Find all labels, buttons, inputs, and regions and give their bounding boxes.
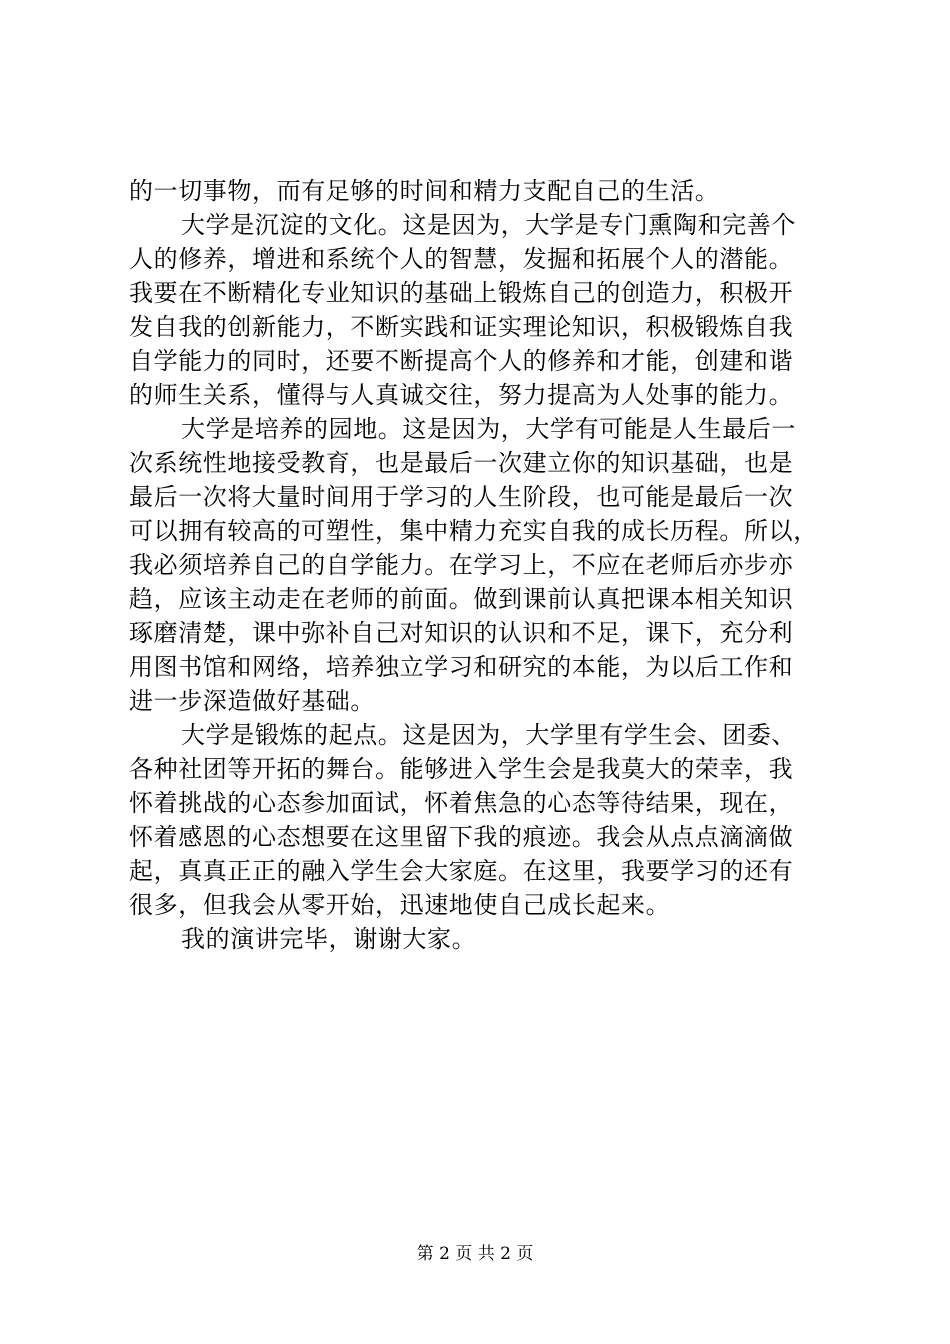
paragraph-start-line: 大学是锻炼的起点。这是因为，大学里有学生会、团委、 [181,721,796,749]
text-line: 趋，应该主动走在老师的前面。做到课前认真把课本相关知识 [129,585,794,613]
text-line: 怀着感恩的心态想要在这里留下我的痕迹。我会从点点滴滴做 [129,823,794,851]
text-line: 自学能力的同时，还要不断提高个人的修养和才能，创建和谐 [129,347,794,375]
speech-body [129,174,827,956]
text-line: 用图书馆和网络，培养独立学习和研究的本能，为以后工作和 [129,653,794,681]
text-line: 各种社团等开拓的舞台。能够进入学生会是我莫大的荣幸，我 [129,755,794,783]
text-line: 的一切事物，而有足够的时间和精力支配自己的生活。 [129,177,720,205]
text-line: 我必须培养自己的自学能力。在学习上，不应在老师后亦步亦 [129,551,794,579]
text-line: 我要在不断精化专业知识的基础上锻炼自己的创造力，积极开 [129,279,794,307]
text-line: 发自我的创新能力，不断实践和证实理论知识，积极锻炼自我 [129,313,794,341]
text-line: 怀着挑战的心态参加面试，怀着焦急的心态等待结果，现在， [129,789,794,817]
page-number-footer: 第 2 页 共 2 页 [416,1244,534,1264]
text-line: 起，真真正正的融入学生会大家庭。在这里，我要学习的还有 [129,857,794,885]
text-line: 可以拥有较高的可塑性，集中精力充实自我的成长历程。所以， [129,517,818,545]
text-line: 进一步深造做好基础。 [129,687,375,715]
closing-line: 我的演讲完毕，谢谢大家。 [181,925,477,953]
text-line: 的师生关系，懂得与人真诚交往，努力提高为人处事的能力。 [129,381,794,409]
paragraph-start-line: 大学是沉淀的文化。这是因为，大学是专门熏陶和完善个 [181,211,796,239]
text-line: 人的修养，增进和系统个人的智慧，发掘和拓展个人的潜能。 [129,245,794,273]
text-line: 很多，但我会从零开始，迅速地使自己成长起来。 [129,891,671,919]
paragraph-start-line: 大学是培养的园地。这是因为，大学有可能是人生最后一 [181,415,796,443]
text-line: 次系统性地接受教育，也是最后一次建立你的知识基础，也是 [129,449,794,477]
text-line: 琢磨清楚，课中弥补自己对知识的认识和不足，课下，充分利 [129,619,794,647]
text-line: 最后一次将大量时间用于学习的人生阶段，也可能是最后一次 [129,483,794,511]
